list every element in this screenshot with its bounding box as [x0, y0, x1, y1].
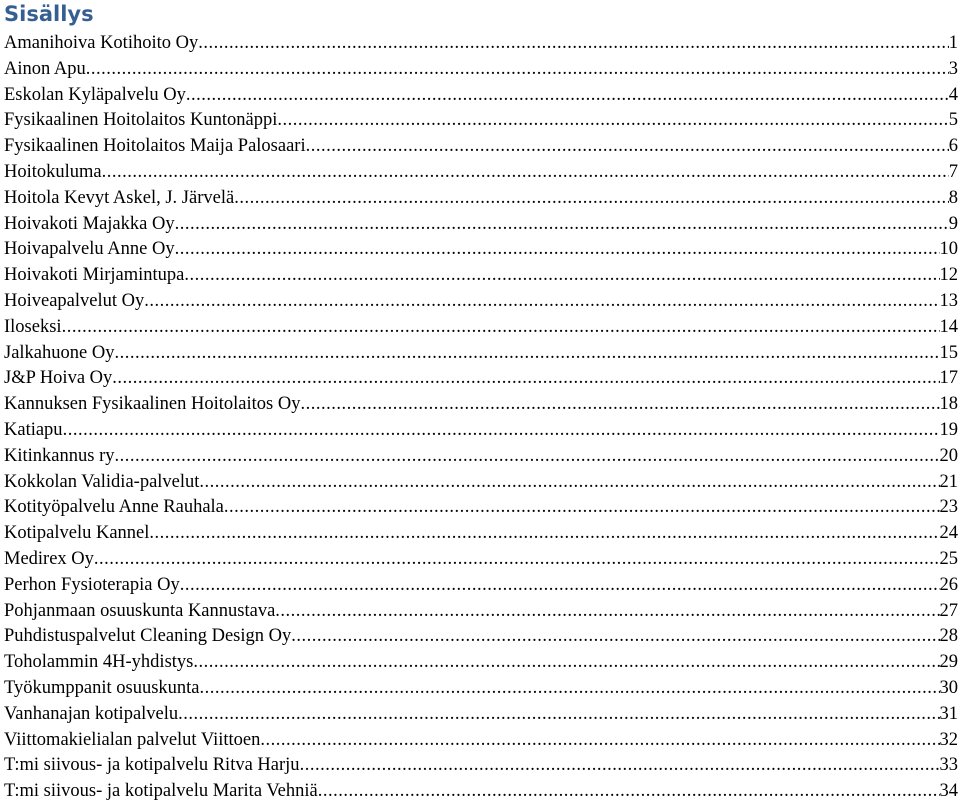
- toc-dot-leader: [184, 263, 939, 289]
- toc-dot-leader: [300, 753, 940, 779]
- toc-entry[interactable]: [4, 573, 958, 599]
- toc-entry-page-number[interactable]: 32: [939, 729, 958, 750]
- toc-entry-page-number[interactable]: 4: [948, 84, 958, 105]
- toc-dot-leader: [102, 160, 949, 186]
- toc-entry[interactable]: [4, 650, 958, 676]
- toc-dot-leader: [175, 212, 949, 238]
- toc-entry-page-number[interactable]: 7: [948, 161, 958, 182]
- toc-entry-label[interactable]: Kotipalvelu Kannel: [4, 523, 150, 544]
- toc-entry-page-number[interactable]: 17: [939, 368, 958, 389]
- toc-entry-page-number[interactable]: 31: [939, 703, 958, 724]
- toc-list: [4, 31, 958, 805]
- toc-entry-page-number[interactable]: 19: [939, 419, 958, 440]
- toc-entry-label[interactable]: Perhon Fysioterapia Oy: [4, 574, 180, 595]
- toc-entry-label[interactable]: Kokkolan Validia-palvelut: [4, 471, 200, 492]
- toc-entry-label[interactable]: Jalkahuone Oy: [4, 342, 115, 363]
- toc-entry[interactable]: [4, 134, 958, 160]
- toc-entry[interactable]: [4, 186, 958, 212]
- toc-dot-leader: [234, 186, 949, 212]
- toc-dot-leader: [114, 444, 939, 470]
- toc-dot-leader: [62, 315, 940, 341]
- toc-dot-leader: [224, 495, 940, 521]
- toc-entry-page-number[interactable]: 25: [939, 548, 958, 569]
- toc-entry-label[interactable]: Pohjanmaan osuuskunta Kannustava: [4, 600, 276, 621]
- toc-dot-leader: [178, 702, 939, 728]
- toc-entry[interactable]: [4, 315, 958, 341]
- toc-entry[interactable]: [4, 728, 958, 754]
- toc-entry[interactable]: [4, 31, 958, 57]
- toc-entry-page-number[interactable]: 9: [948, 213, 958, 234]
- toc-entry-label[interactable]: Kotityöpalvelu Anne Rauhala: [4, 497, 224, 518]
- toc-entry[interactable]: [4, 237, 958, 263]
- toc-entry-label[interactable]: Toholammin 4H-yhdistys: [4, 652, 194, 673]
- toc-entry[interactable]: [4, 624, 958, 650]
- toc-entry-label[interactable]: Amanihoiva Kotihoito Oy: [4, 33, 199, 53]
- toc-dot-leader: [114, 341, 939, 367]
- toc-dot-leader: [112, 366, 939, 392]
- toc-entry-label[interactable]: T:mi siivous- ja kotipalvelu Ritva Harju: [4, 755, 300, 776]
- toc-entry-label[interactable]: Työkumppanit osuuskunta: [4, 677, 200, 698]
- toc-entry-page-number[interactable]: 1: [948, 33, 958, 53]
- toc-entry[interactable]: [4, 160, 958, 186]
- toc-dot-leader: [291, 624, 939, 650]
- toc-entry[interactable]: [4, 547, 958, 573]
- toc-entry-label[interactable]: Hoivapalvelu Anne Oy: [4, 239, 175, 260]
- toc-entry-page-number[interactable]: 15: [939, 342, 958, 363]
- toc-entry[interactable]: [4, 83, 958, 109]
- toc-entry-label[interactable]: Fysikaalinen Hoitolaitos Kuntonäppi: [4, 110, 278, 131]
- toc-entry-label[interactable]: Hoivakoti Mirjamintupa: [4, 265, 185, 286]
- toc-entry-page-number[interactable]: 28: [939, 626, 958, 647]
- toc-entry-label[interactable]: Katiapu: [4, 419, 63, 440]
- toc-dot-leader: [86, 57, 949, 83]
- toc-entry[interactable]: [4, 418, 958, 444]
- toc-entry-label[interactable]: J&P Hoiva Oy: [4, 368, 113, 389]
- toc-entry-label[interactable]: Iloseksi: [4, 316, 62, 337]
- toc-entry[interactable]: [4, 521, 958, 547]
- toc-entry-label[interactable]: Kannuksen Fysikaalinen Hoitolaitos Oy: [4, 394, 301, 415]
- toc-entry[interactable]: [4, 495, 958, 521]
- toc-dot-leader: [200, 676, 940, 702]
- toc-entry-label[interactable]: Hoiveapalvelut Oy: [4, 290, 145, 311]
- toc-dot-leader: [306, 134, 949, 160]
- toc-dot-leader: [149, 521, 939, 547]
- toc-entry[interactable]: [4, 444, 958, 470]
- toc-entry-label[interactable]: Hoitola Kevyt Askel, J. Järvelä: [4, 187, 235, 208]
- toc-dot-leader: [275, 599, 939, 625]
- toc-entry[interactable]: [4, 57, 958, 83]
- toc-entry-page-number[interactable]: 34: [939, 781, 958, 802]
- toc-entry[interactable]: [4, 599, 958, 625]
- toc-dot-leader: [186, 83, 949, 109]
- toc-entry[interactable]: [4, 289, 958, 315]
- toc-entry[interactable]: [4, 676, 958, 702]
- toc-dot-leader: [199, 470, 939, 496]
- toc-entry-page-number[interactable]: 3: [948, 58, 958, 79]
- toc-entry[interactable]: [4, 366, 958, 392]
- toc-entry-label[interactable]: T:mi siivous- ja kotipalvelu Marita Vehniä: [4, 781, 318, 802]
- toc-entry[interactable]: [4, 341, 958, 367]
- toc-dot-leader: [277, 108, 948, 134]
- toc-entry-label[interactable]: Ainon Apu: [4, 58, 86, 79]
- toc-entry-label[interactable]: Puhdistuspalvelut Cleaning Design Oy: [4, 626, 292, 647]
- toc-entry-page-number[interactable]: 23: [939, 497, 958, 518]
- toc-entry-label[interactable]: Medirex Oy: [4, 548, 94, 569]
- toc-entry[interactable]: [4, 779, 958, 805]
- toc-dot-leader: [63, 418, 940, 444]
- toc-entry[interactable]: [4, 392, 958, 418]
- toc-entry[interactable]: [4, 212, 958, 238]
- toc-dot-leader: [94, 547, 940, 573]
- toc-entry-page-number[interactable]: 21: [939, 471, 958, 492]
- toc-entry-page-number[interactable]: 8: [948, 187, 958, 208]
- toc-entry-label[interactable]: Viittomakielialan palvelut Viittoen: [4, 729, 261, 750]
- toc-entry-page-number[interactable]: 27: [939, 600, 958, 621]
- toc-title: Sisällys: [4, 2, 94, 26]
- toc-dot-leader: [175, 237, 940, 263]
- toc-entry[interactable]: [4, 702, 958, 728]
- toc-entry[interactable]: [4, 470, 958, 496]
- toc-entry-page-number[interactable]: 14: [939, 316, 958, 337]
- toc-entry-page-number[interactable]: 30: [939, 677, 958, 698]
- toc-entry[interactable]: [4, 108, 958, 134]
- toc-entry-page-number[interactable]: 29: [939, 652, 958, 673]
- toc-dot-leader: [300, 392, 939, 418]
- toc-entry-label[interactable]: Hoitokuluma: [4, 161, 102, 182]
- toc-entry[interactable]: [4, 263, 958, 289]
- toc-entry[interactable]: [4, 753, 958, 779]
- toc-entry-page-number[interactable]: 12: [939, 265, 958, 286]
- toc-entry-page-number[interactable]: 26: [939, 574, 958, 595]
- toc-entry-label[interactable]: Vanhanajan kotipalvelu: [4, 703, 179, 724]
- toc-dot-leader: [318, 779, 940, 805]
- toc-entry-page-number[interactable]: 33: [939, 755, 958, 776]
- toc-entry-page-number[interactable]: 20: [939, 445, 958, 466]
- toc-entry-label[interactable]: Fysikaalinen Hoitolaitos Maija Palosaari: [4, 136, 306, 157]
- toc-entry-page-number[interactable]: 13: [939, 290, 958, 311]
- toc-entry-page-number[interactable]: 24: [939, 523, 958, 544]
- toc-entry-label[interactable]: Eskolan Kyläpalvelu Oy: [4, 84, 186, 105]
- toc-entry-page-number[interactable]: 6: [948, 136, 958, 157]
- toc-dot-leader: [260, 728, 939, 754]
- toc-dot-leader: [144, 289, 939, 315]
- toc-entry-page-number[interactable]: 10: [939, 239, 958, 260]
- toc-dot-leader: [193, 650, 939, 676]
- toc-dot-leader: [180, 573, 940, 599]
- toc-entry-label[interactable]: Hoivakoti Majakka Oy: [4, 213, 175, 234]
- toc-entry-page-number[interactable]: 5: [948, 110, 958, 131]
- toc-dot-leader: [198, 31, 949, 57]
- toc-entry-page-number[interactable]: 18: [939, 394, 958, 415]
- toc-entry-label[interactable]: Kitinkannus ry: [4, 445, 115, 466]
